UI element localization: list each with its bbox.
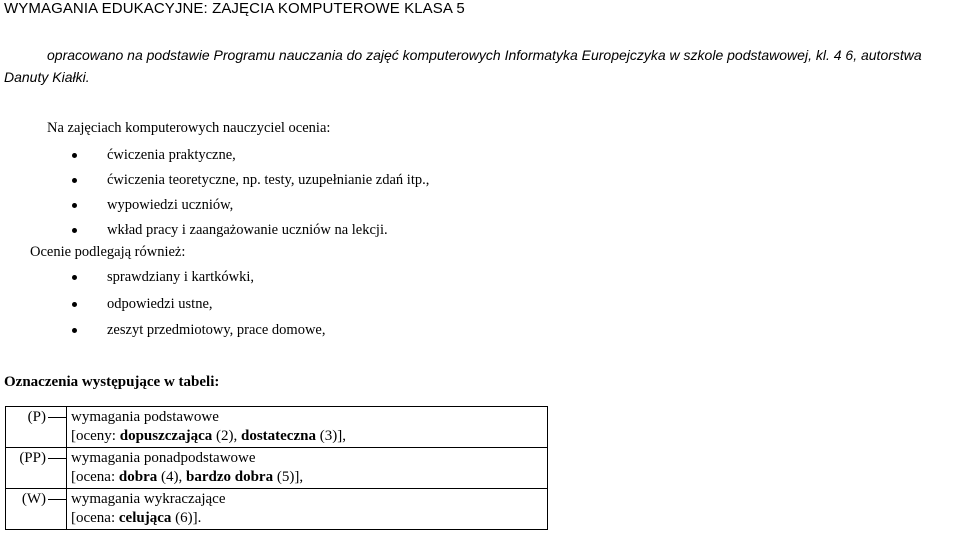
table-row: [6, 489, 548, 530]
legend-code: (P): [27, 409, 46, 425]
grade-number: (2),: [212, 428, 241, 444]
bullet-icon: [72, 178, 77, 183]
list-item-text: zeszyt przedmiotowy, prace domowe,: [107, 322, 326, 338]
legend-grades: [71, 509, 547, 528]
grade-name: celująca: [118, 510, 172, 526]
document-title: WYMAGANIA EDUKACYJNE: ZAJĘCIA KOMPUTEROWE KLASA 5: [4, 0, 465, 17]
dash-icon: [48, 499, 67, 500]
grade-prefix: [ocena:: [71, 469, 119, 485]
grade-prefix: [oceny:: [71, 428, 120, 444]
list-item-text: ćwiczenia praktyczne,: [107, 147, 236, 163]
bullet-icon: [72, 228, 77, 233]
list-item: [0, 193, 429, 218]
grade-number: (3)],: [315, 428, 346, 444]
assessment-list: [0, 143, 429, 243]
dash-icon: [48, 417, 67, 418]
list-item-text: odpowiedzi ustne,: [107, 295, 213, 312]
legend-grades: [71, 427, 547, 446]
grade-number: (5)],: [273, 469, 304, 485]
bullet-icon: [72, 153, 77, 158]
legend-heading: Oznaczenia występujące w tabeli:: [4, 374, 220, 390]
legend-table: [5, 406, 548, 530]
grade-name: dobra: [118, 469, 158, 485]
legend-desc-cell: [67, 489, 548, 530]
legend-code-cell: [6, 489, 67, 530]
list-item: [0, 317, 326, 344]
legend-code-cell: [6, 448, 67, 489]
legend-code-cell: [6, 407, 67, 448]
legend-desc-cell: [67, 448, 548, 489]
list-item: [0, 218, 429, 243]
grade-number: (6)].: [171, 510, 202, 526]
legend-code: (W): [21, 491, 46, 507]
list-item-text: wypowiedzi uczniów,: [107, 197, 234, 213]
list-item-text: ćwiczenia teoretyczne, np. testy, uzupełnianie zdań itp.,: [107, 172, 430, 188]
grade-name: dostateczna: [240, 428, 316, 444]
also-assessed-label: Ocenie podlegają również:: [30, 244, 186, 260]
legend-name: wymagania ponadpodstawowe: [71, 450, 256, 466]
legend-name: wymagania wykraczające: [71, 491, 226, 507]
legend-grades: [71, 468, 547, 487]
also-assessed-list: [0, 264, 326, 344]
assessment-intro: Na zajęciach komputerowych nauczyciel ocenia:: [47, 120, 331, 136]
bullet-icon: [72, 275, 77, 280]
legend-name: wymagania podstawowe: [71, 409, 219, 425]
list-item: [0, 143, 429, 168]
subtitle-line-2: Danuty Kiałki.: [4, 69, 90, 85]
list-item-text: sprawdziany i kartkówki,: [107, 269, 254, 285]
list-item: [0, 291, 326, 318]
grade-name: bardzo dobra: [185, 469, 274, 485]
grade-number: (4),: [157, 469, 186, 485]
list-item: [0, 264, 326, 291]
bullet-icon: [72, 203, 77, 208]
list-item-text: wkład pracy i zaangażowanie uczniów na lekcji.: [107, 222, 388, 238]
table-row: [6, 407, 548, 448]
bullet-icon: [72, 328, 77, 333]
grade-prefix: [ocena:: [71, 510, 119, 526]
table-row: [6, 448, 548, 489]
grade-name: dopuszczająca: [119, 428, 213, 444]
legend-code: (PP): [19, 450, 46, 466]
document-subtitle: [0, 44, 960, 88]
subtitle-line-1: opracowano na podstawie Programu nauczania do zajęć komputerowych Informatyka Europejczyka w szkole podstawowej, kl. 4 6, autorstwa: [47, 47, 922, 63]
dash-icon: [48, 458, 67, 459]
bullet-icon: [72, 302, 77, 307]
legend-desc-cell: [67, 407, 548, 448]
list-item: [0, 168, 429, 193]
